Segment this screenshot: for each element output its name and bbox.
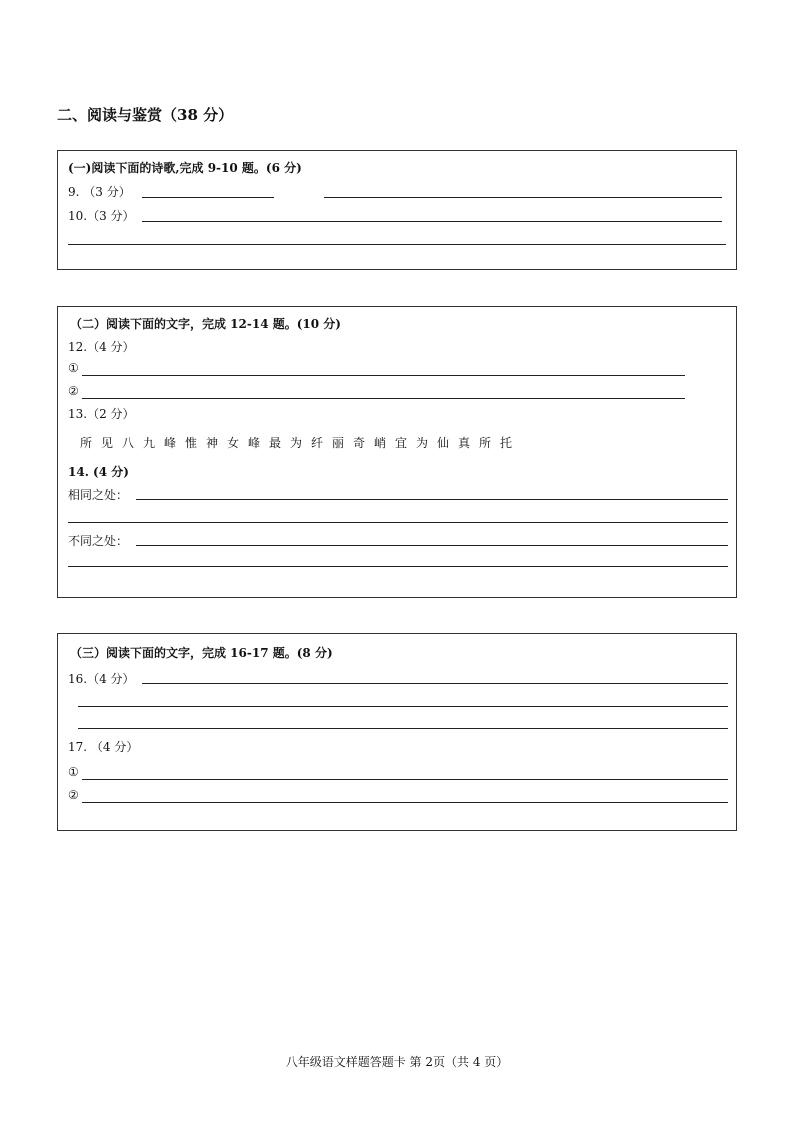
q13-label: 13.（2 分） (68, 407, 135, 421)
q9-answer-line-1[interactable] (142, 197, 274, 198)
q17-label: 17. （4 分） (68, 740, 139, 754)
q12-mark-2: ② (68, 384, 79, 398)
part2-heading: （二）阅读下面的文字，完成 12-14 题。(10 分) (70, 317, 341, 331)
q16-answer-line-3[interactable] (78, 728, 728, 729)
q9-answer-line-2[interactable] (324, 197, 722, 198)
q9-label: 9. （3 分） (68, 185, 131, 199)
q12-answer-line-2[interactable] (82, 398, 685, 399)
q14-diff-line-1[interactable] (136, 545, 728, 546)
q14-same-line-1[interactable] (136, 499, 728, 500)
part3-heading: （三）阅读下面的文字，完成 16-17 题。(8 分) (70, 646, 333, 660)
q12-answer-line-1[interactable] (82, 375, 685, 376)
answer-box-part2 (57, 306, 737, 598)
q10-answer-line-1[interactable] (142, 221, 722, 222)
q14-same-line-2[interactable] (68, 522, 728, 523)
q17-mark-1: ① (68, 765, 79, 779)
answer-box-part3 (57, 633, 737, 831)
q14-label: 14. (4 分) (68, 465, 129, 479)
q16-answer-line-2[interactable] (78, 706, 728, 707)
section-title: 二、阅读与鉴赏（38 分） (57, 106, 234, 124)
q17-mark-2: ② (68, 788, 79, 802)
q16-answer-line-1[interactable] (142, 683, 728, 684)
q14-diff-label: 不同之处： (68, 534, 129, 548)
q10-label: 10.（3 分） (68, 209, 135, 223)
q12-mark-1: ① (68, 361, 79, 375)
q16-label: 16.（4 分） (68, 672, 135, 686)
q14-diff-line-2[interactable] (68, 566, 728, 567)
part1-heading: (一)阅读下面的诗歌,完成 9-10 题。(6 分) (68, 161, 302, 175)
q12-label: 12.（4 分） (68, 340, 135, 354)
page-footer: 八年级语文样题答题卡 第 2页（共 4 页） (285, 1055, 509, 1069)
q13-sentence: 所见八九峰惟神女峰最为纤丽奇峭宜为仙真所托 (80, 436, 522, 450)
q17-answer-line-1[interactable] (82, 779, 728, 780)
q14-same-label: 相同之处： (68, 488, 129, 502)
answer-box-part1 (57, 150, 737, 270)
q17-answer-line-2[interactable] (82, 802, 728, 803)
q10-answer-line-2[interactable] (68, 244, 726, 245)
